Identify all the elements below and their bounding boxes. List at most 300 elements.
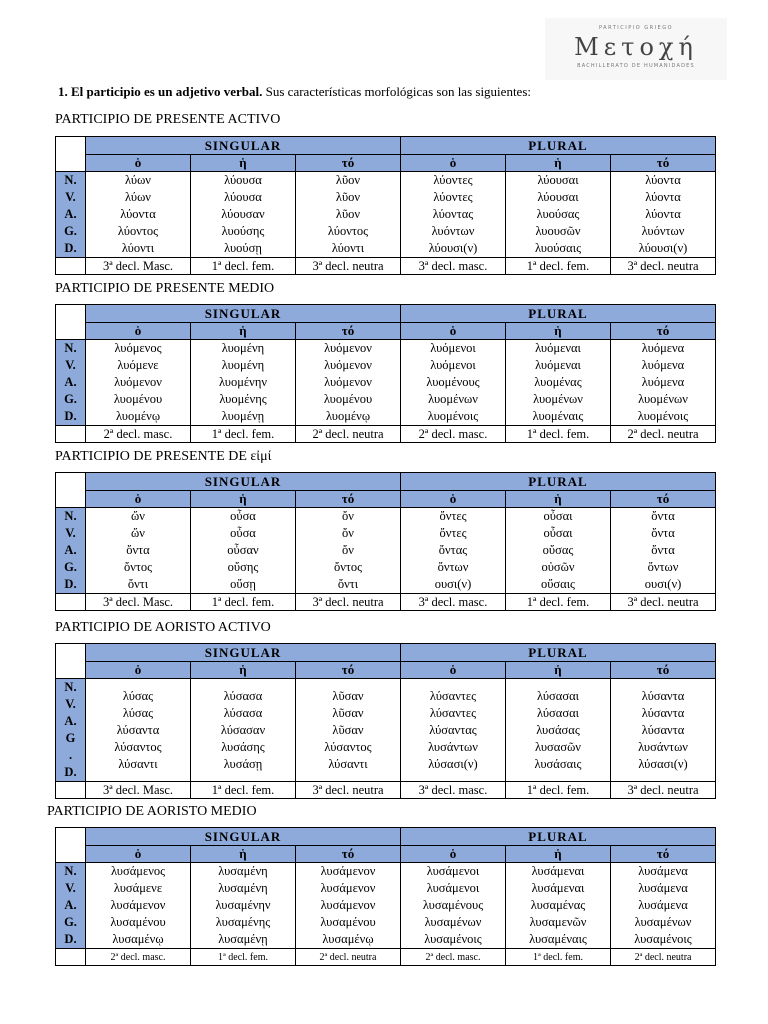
inflected-form: ὄντας (438, 543, 468, 557)
form-column (86, 340, 191, 426)
inflected-form: λυσάντων (428, 739, 478, 754)
gender-header: τό (296, 846, 401, 863)
case-label: N. (64, 864, 77, 878)
inflected-form: λυομένοις (427, 409, 479, 423)
inflected-form: λυσαμένῃ (218, 932, 268, 946)
declension-note: 1ª decl. fem. (191, 426, 296, 443)
gender-header: ἡ (191, 846, 296, 863)
gender-header: ὁ (86, 323, 191, 340)
inflected-form: λυσάμενον (320, 881, 376, 895)
section-title: PARTICIPIO DE AORISTO ACTIVO (55, 620, 271, 635)
form-column (296, 172, 401, 258)
form-column (86, 863, 191, 949)
footer-blank (56, 782, 86, 799)
form-column (401, 679, 506, 782)
inflected-form: λυόμεναι (535, 358, 581, 372)
inflected-form: λυόμενον (324, 341, 372, 355)
inflected-form: λύσαντες (429, 688, 477, 703)
inflected-form: λυομένῳ (325, 409, 371, 423)
inflected-form: λυόμεναι (535, 341, 581, 355)
declension-note: 1ª decl. fem. (506, 949, 611, 966)
form-column (506, 679, 611, 782)
gender-header: ἡ (506, 846, 611, 863)
footer-blank (56, 426, 86, 443)
gender-header: ὁ (86, 662, 191, 679)
inflected-form: λυσάμενα (638, 898, 688, 912)
inflected-form: λυομένῃ (221, 409, 265, 423)
inflected-form: οὔσαις (540, 577, 576, 591)
inflected-form: λύσαντες (429, 705, 477, 720)
inflected-form: λύουσι(ν) (638, 241, 688, 255)
declension-note: 1ª decl. fem. (506, 258, 611, 275)
inflected-form: λυομένην (218, 375, 268, 389)
inflected-form: λυόμενα (641, 375, 685, 389)
inflected-form: λυόμενοι (430, 341, 476, 355)
plural-header: PLURAL (401, 828, 716, 846)
inflected-form: λύσασι(ν) (638, 756, 688, 771)
case-label: V. (65, 526, 76, 540)
inflected-form: λυσάμενα (638, 864, 688, 878)
gender-header: ὁ (401, 846, 506, 863)
inflected-form: οὖσα (230, 509, 256, 523)
form-column (86, 679, 191, 782)
case-label: A. (64, 898, 77, 912)
inflected-form: λυομένη (221, 358, 265, 372)
inflected-form: ὤν (131, 526, 145, 540)
inflected-form: ὄντων (647, 560, 679, 574)
form-column (506, 340, 611, 426)
inflected-form: ὄν (342, 509, 354, 523)
plural-header: PLURAL (401, 473, 716, 491)
inflected-form: ὄντος (123, 560, 153, 574)
case-label: G. (64, 224, 77, 238)
inflected-form: λύουσαι (537, 190, 579, 204)
declension-note: 1ª decl. fem. (506, 782, 611, 799)
form-column (296, 340, 401, 426)
inflected-form: ὄν (342, 526, 354, 540)
corner-cell (56, 473, 86, 508)
form-column (86, 172, 191, 258)
footer-blank (56, 594, 86, 611)
inflected-form: λύουσι(ν) (428, 241, 478, 255)
inflected-form: λύσαντα (641, 688, 685, 703)
inflected-form: λυσάσας (536, 722, 580, 737)
form-column (506, 863, 611, 949)
case-label: A. (64, 543, 77, 557)
declension-note: 3ª decl. neutra (296, 258, 401, 275)
plural-header: PLURAL (401, 644, 716, 662)
case-labels (56, 863, 86, 949)
declension-note: 3ª decl. Masc. (86, 594, 191, 611)
case-label: V. (65, 697, 76, 711)
intro-rest: Sus características morfológicas son las siguientes: (262, 84, 531, 99)
inflected-form: λυσαμένοις (634, 932, 692, 946)
inflected-form: λυσάμενον (110, 898, 166, 912)
inflected-form: λύοντι (331, 241, 365, 255)
form-column (191, 863, 296, 949)
inflected-form: λυούσης (221, 224, 265, 238)
declension-note: 3ª decl. neutra (611, 782, 716, 799)
inflected-form: λῦον (335, 190, 361, 204)
form-column (296, 508, 401, 594)
inflected-form: λυομένου (323, 392, 373, 406)
case-label: A. (64, 207, 77, 221)
inflected-form: λυομένων (533, 392, 583, 406)
case-label: D. (64, 241, 77, 255)
inflected-form: ὄντι (337, 577, 359, 591)
paradigm-table (55, 136, 716, 275)
footer-blank (56, 258, 86, 275)
inflected-form: λυσαμένων (634, 915, 692, 929)
plural-header: PLURAL (401, 137, 716, 155)
inflected-form: λύσαντι (328, 756, 368, 771)
inflected-form: λυομένας (534, 375, 582, 389)
logo (545, 18, 727, 80)
inflected-form: λυομένου (113, 392, 163, 406)
corner-cell (56, 305, 86, 340)
inflected-form: λυουσῶν (535, 224, 581, 238)
inflected-form: λύοντες (433, 173, 473, 187)
inflected-form: λύσασαι (537, 688, 579, 703)
inflected-form: λύσασαι (537, 705, 579, 720)
case-label: A. (64, 714, 77, 728)
case-label: N. (64, 173, 77, 187)
inflected-form: λῦσαν (332, 705, 364, 720)
case-labels (56, 508, 86, 594)
paradigm-table (55, 472, 716, 611)
declension-note: 3ª decl. neutra (611, 258, 716, 275)
inflected-form: οὔσης (227, 560, 259, 574)
gender-header: ὁ (86, 491, 191, 508)
gender-header: ἡ (191, 323, 296, 340)
inflected-form: λυόμενος (114, 341, 162, 355)
inflected-form: λῦσαν (332, 688, 364, 703)
case-label: D. (64, 765, 77, 779)
corner-cell (56, 137, 86, 172)
inflected-form: λυόντων (431, 224, 475, 238)
inflected-form: λυσάμενα (638, 881, 688, 895)
case-label: D. (64, 932, 77, 946)
gender-header: ἡ (506, 323, 611, 340)
inflected-form: λύουσαν (221, 207, 265, 221)
inflected-form: λυόμενα (641, 358, 685, 372)
inflected-form: ὄντες (439, 509, 467, 523)
form-column (86, 508, 191, 594)
inflected-form: λυσαμένας (530, 898, 586, 912)
inflected-form: λύσαντας (429, 722, 477, 737)
case-label: N. (64, 680, 77, 694)
singular-header: SINGULAR (86, 137, 401, 155)
case-label: V. (65, 881, 76, 895)
inflected-form: λύουσαι (537, 173, 579, 187)
case-label: V. (65, 190, 76, 204)
declension-note: 3ª decl. neutra (611, 594, 716, 611)
section-title: PARTICIPIO DE PRESENTE MEDIO (55, 281, 275, 296)
declension-note: 2ª decl. masc. (401, 949, 506, 966)
gender-header: τό (296, 155, 401, 172)
form-column (191, 340, 296, 426)
case-label: G. (64, 392, 77, 406)
inflected-form: λύσας (122, 705, 154, 720)
paradigm-table (55, 643, 716, 799)
case-label: D. (64, 409, 77, 423)
inflected-form: λυόμενε (117, 358, 159, 372)
declension-note: 2ª decl. neutra (296, 426, 401, 443)
case-label: . (68, 748, 73, 762)
inflected-form: λυσαμένης (215, 915, 271, 929)
declension-note: 3ª decl. neutra (296, 594, 401, 611)
inflected-form: λυσαμέναις (529, 932, 587, 946)
inflected-form: λύσασαν (220, 722, 266, 737)
inflected-form: λύσασα (223, 705, 263, 720)
inflected-form: λύοντες (433, 190, 473, 204)
gender-header: τό (611, 323, 716, 340)
gender-header: τό (611, 155, 716, 172)
inflected-form: οὐσῶν (541, 560, 575, 574)
form-column (506, 508, 611, 594)
gender-header: τό (611, 662, 716, 679)
inflected-form: λῦον (335, 207, 361, 221)
form-column (611, 508, 716, 594)
inflected-form: ὄντα (126, 543, 150, 557)
inflected-form: λύοντι (121, 241, 155, 255)
form-column (401, 863, 506, 949)
inflected-form: λυούσαις (534, 241, 582, 255)
intro-paragraph (58, 84, 531, 100)
inflected-form: ὄντες (439, 526, 467, 540)
gender-header: ὁ (86, 846, 191, 863)
case-label: V. (65, 358, 76, 372)
inflected-form: λυομένους (426, 375, 480, 389)
section-title: PARTICIPIO DE PRESENTE ACTIVO (55, 112, 281, 127)
inflected-form: λυσάμεναι (531, 864, 585, 878)
inflected-form: λύσαντος (114, 739, 162, 754)
inflected-form: λύσαντος (324, 739, 372, 754)
inflected-form: λυομένων (638, 392, 688, 406)
inflected-form: λυσάμενοι (426, 864, 480, 878)
inflected-form: λυσάμενε (113, 881, 163, 895)
inflected-form: οὔσῃ (230, 577, 256, 591)
inflected-form: λύσαντα (116, 722, 160, 737)
case-label: A. (64, 375, 77, 389)
inflected-form: ὄντα (651, 543, 675, 557)
gender-header: ἡ (191, 155, 296, 172)
case-label: N. (64, 509, 77, 523)
inflected-form: λύσασα (223, 688, 263, 703)
form-column (401, 172, 506, 258)
declension-note: 3ª decl. masc. (401, 258, 506, 275)
declension-note: 2ª decl. masc. (86, 949, 191, 966)
inflected-form: λυσαμένη (218, 881, 268, 895)
plural-header: PLURAL (401, 305, 716, 323)
gender-header: ἡ (191, 491, 296, 508)
gender-header: ὁ (401, 323, 506, 340)
gender-header: τό (611, 491, 716, 508)
form-column (401, 340, 506, 426)
gender-header: τό (611, 846, 716, 863)
inflected-form: λυσασῶν (535, 739, 581, 754)
declension-note: 1ª decl. fem. (191, 949, 296, 966)
case-label: N. (64, 341, 77, 355)
inflected-form: λυούσῃ (224, 241, 262, 255)
inflected-form: λύσαντα (641, 705, 685, 720)
declension-note: 2ª decl. neutra (611, 949, 716, 966)
gender-header: ἡ (506, 155, 611, 172)
case-label: G. (64, 560, 77, 574)
inflected-form: λύοντας (432, 207, 474, 221)
declension-note: 3ª decl. Masc. (86, 782, 191, 799)
inflected-form: λυόμενον (324, 375, 372, 389)
inflected-form: λῦσαν (332, 722, 364, 737)
inflected-form: λύουσα (224, 173, 262, 187)
form-column (611, 172, 716, 258)
form-column (611, 679, 716, 782)
inflected-form: λυσαμένῳ (322, 932, 374, 946)
inflected-form: λυσάσης (221, 739, 265, 754)
declension-note: 3ª decl. masc. (401, 782, 506, 799)
inflected-form: λυσαμένου (110, 915, 166, 929)
inflected-form: λυσαμένοις (424, 932, 482, 946)
form-column (191, 679, 296, 782)
declension-note: 1ª decl. fem. (191, 782, 296, 799)
declension-note: 3ª decl. neutra (296, 782, 401, 799)
inflected-form: λυομένη (221, 341, 265, 355)
inflected-form: λύοντα (645, 207, 681, 221)
singular-header: SINGULAR (86, 305, 401, 323)
inflected-form: λύοντα (645, 190, 681, 204)
inflected-form: ὄντων (437, 560, 469, 574)
inflected-form: λυσάμενος (110, 864, 166, 878)
inflected-form: λύων (125, 173, 151, 187)
gender-header: ὁ (401, 662, 506, 679)
inflected-form: λυόμενοι (430, 358, 476, 372)
singular-header: SINGULAR (86, 644, 401, 662)
inflected-form: λυόμενα (641, 341, 685, 355)
declension-note: 3ª decl. Masc. (86, 258, 191, 275)
inflected-form: λύουσα (224, 190, 262, 204)
section-title: PARTICIPIO DE AORISTO MEDIO (47, 804, 257, 819)
singular-header: SINGULAR (86, 828, 401, 846)
case-label: D. (64, 577, 77, 591)
gender-header: ὁ (401, 491, 506, 508)
footer-blank (56, 949, 86, 966)
declension-note: 1ª decl. fem. (506, 594, 611, 611)
corner-cell (56, 644, 86, 679)
inflected-form: λύσασι(ν) (428, 756, 478, 771)
declension-note: 2ª decl. masc. (86, 426, 191, 443)
logo-title: Μετοχή (574, 33, 698, 61)
inflected-form: λυομένοις (637, 409, 689, 423)
declension-note: 2ª decl. neutra (296, 949, 401, 966)
inflected-form: ουσι(ν) (644, 577, 682, 591)
case-label: G. (64, 915, 77, 929)
inflected-form: λύσαντι (118, 756, 158, 771)
declension-note: 1ª decl. fem. (506, 426, 611, 443)
section-title: PARTICIPIO DE PRESENTE DE εἰμί (55, 449, 272, 464)
inflected-form: λυσαμένων (424, 915, 482, 929)
declension-note: 2ª decl. neutra (611, 426, 716, 443)
inflected-form: λυούσας (536, 207, 580, 221)
gender-header: ὁ (86, 155, 191, 172)
inflected-form: λυσάσῃ (223, 756, 263, 771)
form-column (191, 508, 296, 594)
inflected-form: ὄντι (127, 577, 149, 591)
declension-note: 1ª decl. fem. (191, 594, 296, 611)
form-column (506, 172, 611, 258)
inflected-form: ὄντα (651, 526, 675, 540)
singular-header: SINGULAR (86, 473, 401, 491)
form-column (296, 863, 401, 949)
inflected-form: λυόμενον (324, 358, 372, 372)
inflected-form: λυσάμεναι (531, 881, 585, 895)
inflected-form: λύοντα (645, 173, 681, 187)
inflected-form: ὄντα (651, 509, 675, 523)
case-labels (56, 340, 86, 426)
inflected-form: οὔσας (542, 543, 574, 557)
inflected-form: λυομέναις (532, 409, 584, 423)
declension-note: 2ª decl. masc. (401, 426, 506, 443)
inflected-form: λύοντα (120, 207, 156, 221)
form-column (401, 508, 506, 594)
gender-header: ἡ (506, 491, 611, 508)
inflected-form: λυσαμένου (320, 915, 376, 929)
form-column (296, 679, 401, 782)
gender-header: ἡ (191, 662, 296, 679)
declension-note: 1ª decl. fem. (191, 258, 296, 275)
inflected-form: λυσαμένη (218, 864, 268, 878)
inflected-form: λύοντος (117, 224, 159, 238)
form-column (191, 172, 296, 258)
case-label: G (65, 731, 76, 745)
inflected-form: λυσάμενοι (426, 881, 480, 895)
inflected-form: λυόντων (641, 224, 685, 238)
inflected-form: ὤν (131, 509, 145, 523)
inflected-form: λύοντος (327, 224, 369, 238)
gender-header: ὁ (401, 155, 506, 172)
gender-header: τό (296, 491, 401, 508)
inflected-form: λῦον (335, 173, 361, 187)
inflected-form: λύων (125, 190, 151, 204)
inflected-form: οὖσα (230, 526, 256, 540)
inflected-form: λυομένῳ (115, 409, 161, 423)
inflected-form: λυσάσαις (534, 756, 582, 771)
inflected-form: λύσας (122, 688, 154, 703)
gender-header: ἡ (506, 662, 611, 679)
logo-subtitle: BACHILLERATO DE HUMANIDADES (577, 63, 695, 69)
inflected-form: λυσαμένους (422, 898, 484, 912)
inflected-form: λυσάμενον (320, 898, 376, 912)
inflected-form: οὖσαι (543, 526, 573, 540)
inflected-form: οὖσαν (227, 543, 259, 557)
inflected-form: λυόμενον (114, 375, 162, 389)
inflected-form: λύσαντα (641, 722, 685, 737)
logo-top-text: PARTICIPIO GRIEGO (598, 25, 674, 31)
inflected-form: λυσαμένην (215, 898, 271, 912)
inflected-form: λυσαμένῳ (112, 932, 164, 946)
form-column (611, 340, 716, 426)
inflected-form: ὄντος (333, 560, 363, 574)
inflected-form: ὄν (342, 543, 354, 557)
case-labels (56, 172, 86, 258)
form-column (611, 863, 716, 949)
paradigm-table (55, 304, 716, 443)
intro-bold: 1. El participio es un adjetivo verbal. (58, 84, 263, 99)
inflected-form: λυσάμενον (320, 864, 376, 878)
inflected-form: λυομένης (219, 392, 267, 406)
gender-header: τό (296, 323, 401, 340)
paradigm-table (55, 827, 716, 966)
declension-note: 3ª decl. masc. (401, 594, 506, 611)
